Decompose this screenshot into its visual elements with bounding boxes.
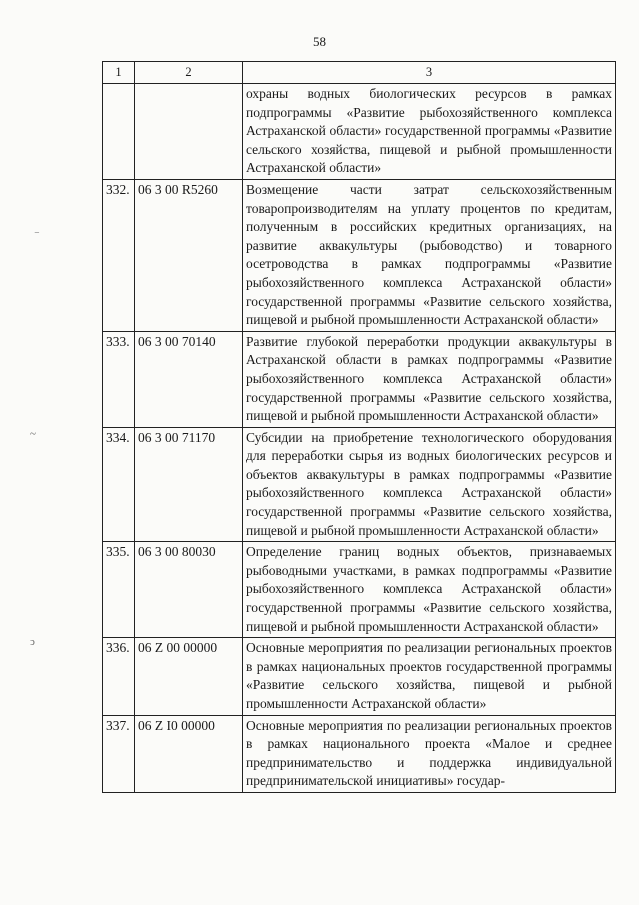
table-header-row bbox=[103, 62, 616, 84]
row-code: 06 3 00 71170 bbox=[135, 427, 243, 542]
row-number: 335. bbox=[103, 542, 135, 638]
row-description: Развитие глубокой переработки продукции аквакультуры в Астраханской области в рамках подпрограммы «Развитие рыбохозяйственного комплекса Астраханской области» государственной программы «Развитие сельского хозяйства, пищевой и рыбной промышленности Астраханской области» bbox=[243, 331, 616, 427]
budget-classification-table bbox=[102, 61, 616, 793]
row-code: 06 Z I0 00000 bbox=[135, 715, 243, 792]
scan-mark: ⁻ bbox=[34, 229, 40, 241]
row-number: 337. bbox=[103, 715, 135, 792]
header-col-3: 3 bbox=[243, 62, 616, 84]
row-description: Определение границ водных объектов, признаваемых рыбоводными участками, в рамках подпрограммы «Развитие рыбохозяйственного комплекса Астраханской области» государственной программы «Развитие сельского хозяйства, пищевой и рыбной промышленности Астраханской области» bbox=[243, 542, 616, 638]
table-row bbox=[103, 542, 616, 638]
row-code: 06 Z 00 00000 bbox=[135, 638, 243, 715]
row-description: Основные мероприятия по реализации региональных проектов в рамках национального проекта «Малое и среднее предпринимательство и поддержка индивидуальной предпринимательской инициативы» государ- bbox=[243, 715, 616, 792]
scan-mark: ~ bbox=[30, 428, 36, 440]
table-row bbox=[103, 638, 616, 715]
row-code: 06 3 00 80030 bbox=[135, 542, 243, 638]
header-col-1: 1 bbox=[103, 62, 135, 84]
row-number: 334. bbox=[103, 427, 135, 542]
row-number bbox=[103, 84, 135, 180]
page-number: 58 bbox=[313, 34, 326, 49]
table-row bbox=[103, 427, 616, 542]
scan-mark: ↄ bbox=[30, 636, 35, 648]
row-description: Субсидии на приобретение технологического оборудования для переработки сырья из водных биологических ресурсов и объектов аквакультуры в рамках подпрограммы «Развитие рыбохозяйственного комплекса Астраханской области» государственной программы «Развитие сельского хозяйства, пищевой и рыбной промышленности Астраханской области» bbox=[243, 427, 616, 542]
row-code: 06 3 00 70140 bbox=[135, 331, 243, 427]
row-number: 336. bbox=[103, 638, 135, 715]
table-row bbox=[103, 84, 616, 180]
row-number: 332. bbox=[103, 179, 135, 331]
row-code: 06 3 00 R5260 bbox=[135, 179, 243, 331]
table-row bbox=[103, 715, 616, 792]
table-row bbox=[103, 179, 616, 331]
row-number: 333. bbox=[103, 331, 135, 427]
row-description: охраны водных биологических ресурсов в рамках подпрограммы «Развитие рыбохозяйственного комплекса Астраханской области» государственной программы «Развитие сельского хозяйства, пищевой и рыбной промышленности Астраханской области» bbox=[243, 84, 616, 180]
header-col-2: 2 bbox=[135, 62, 243, 84]
table-row bbox=[103, 331, 616, 427]
row-code bbox=[135, 84, 243, 180]
row-description: Возмещение части затрат сельскохозяйственным товаропроизводителям на уплату процентов по кредитам, полученным в российских кредитных организациях, на развитие аквакультуры (рыбоводство) и товарного осетроводства в рамках подпрограммы «Развитие рыбохозяйственного комплекса Астраханской области» государственной программы «Развитие сельского хозяйства, пищевой и рыбной промышленности Астраханской области» bbox=[243, 179, 616, 331]
row-description: Основные мероприятия по реализации региональных проектов в рамках национальных проектов государственной программы «Развитие сельского хозяйства, пищевой и рыбной промышленности Астраханской области» bbox=[243, 638, 616, 715]
